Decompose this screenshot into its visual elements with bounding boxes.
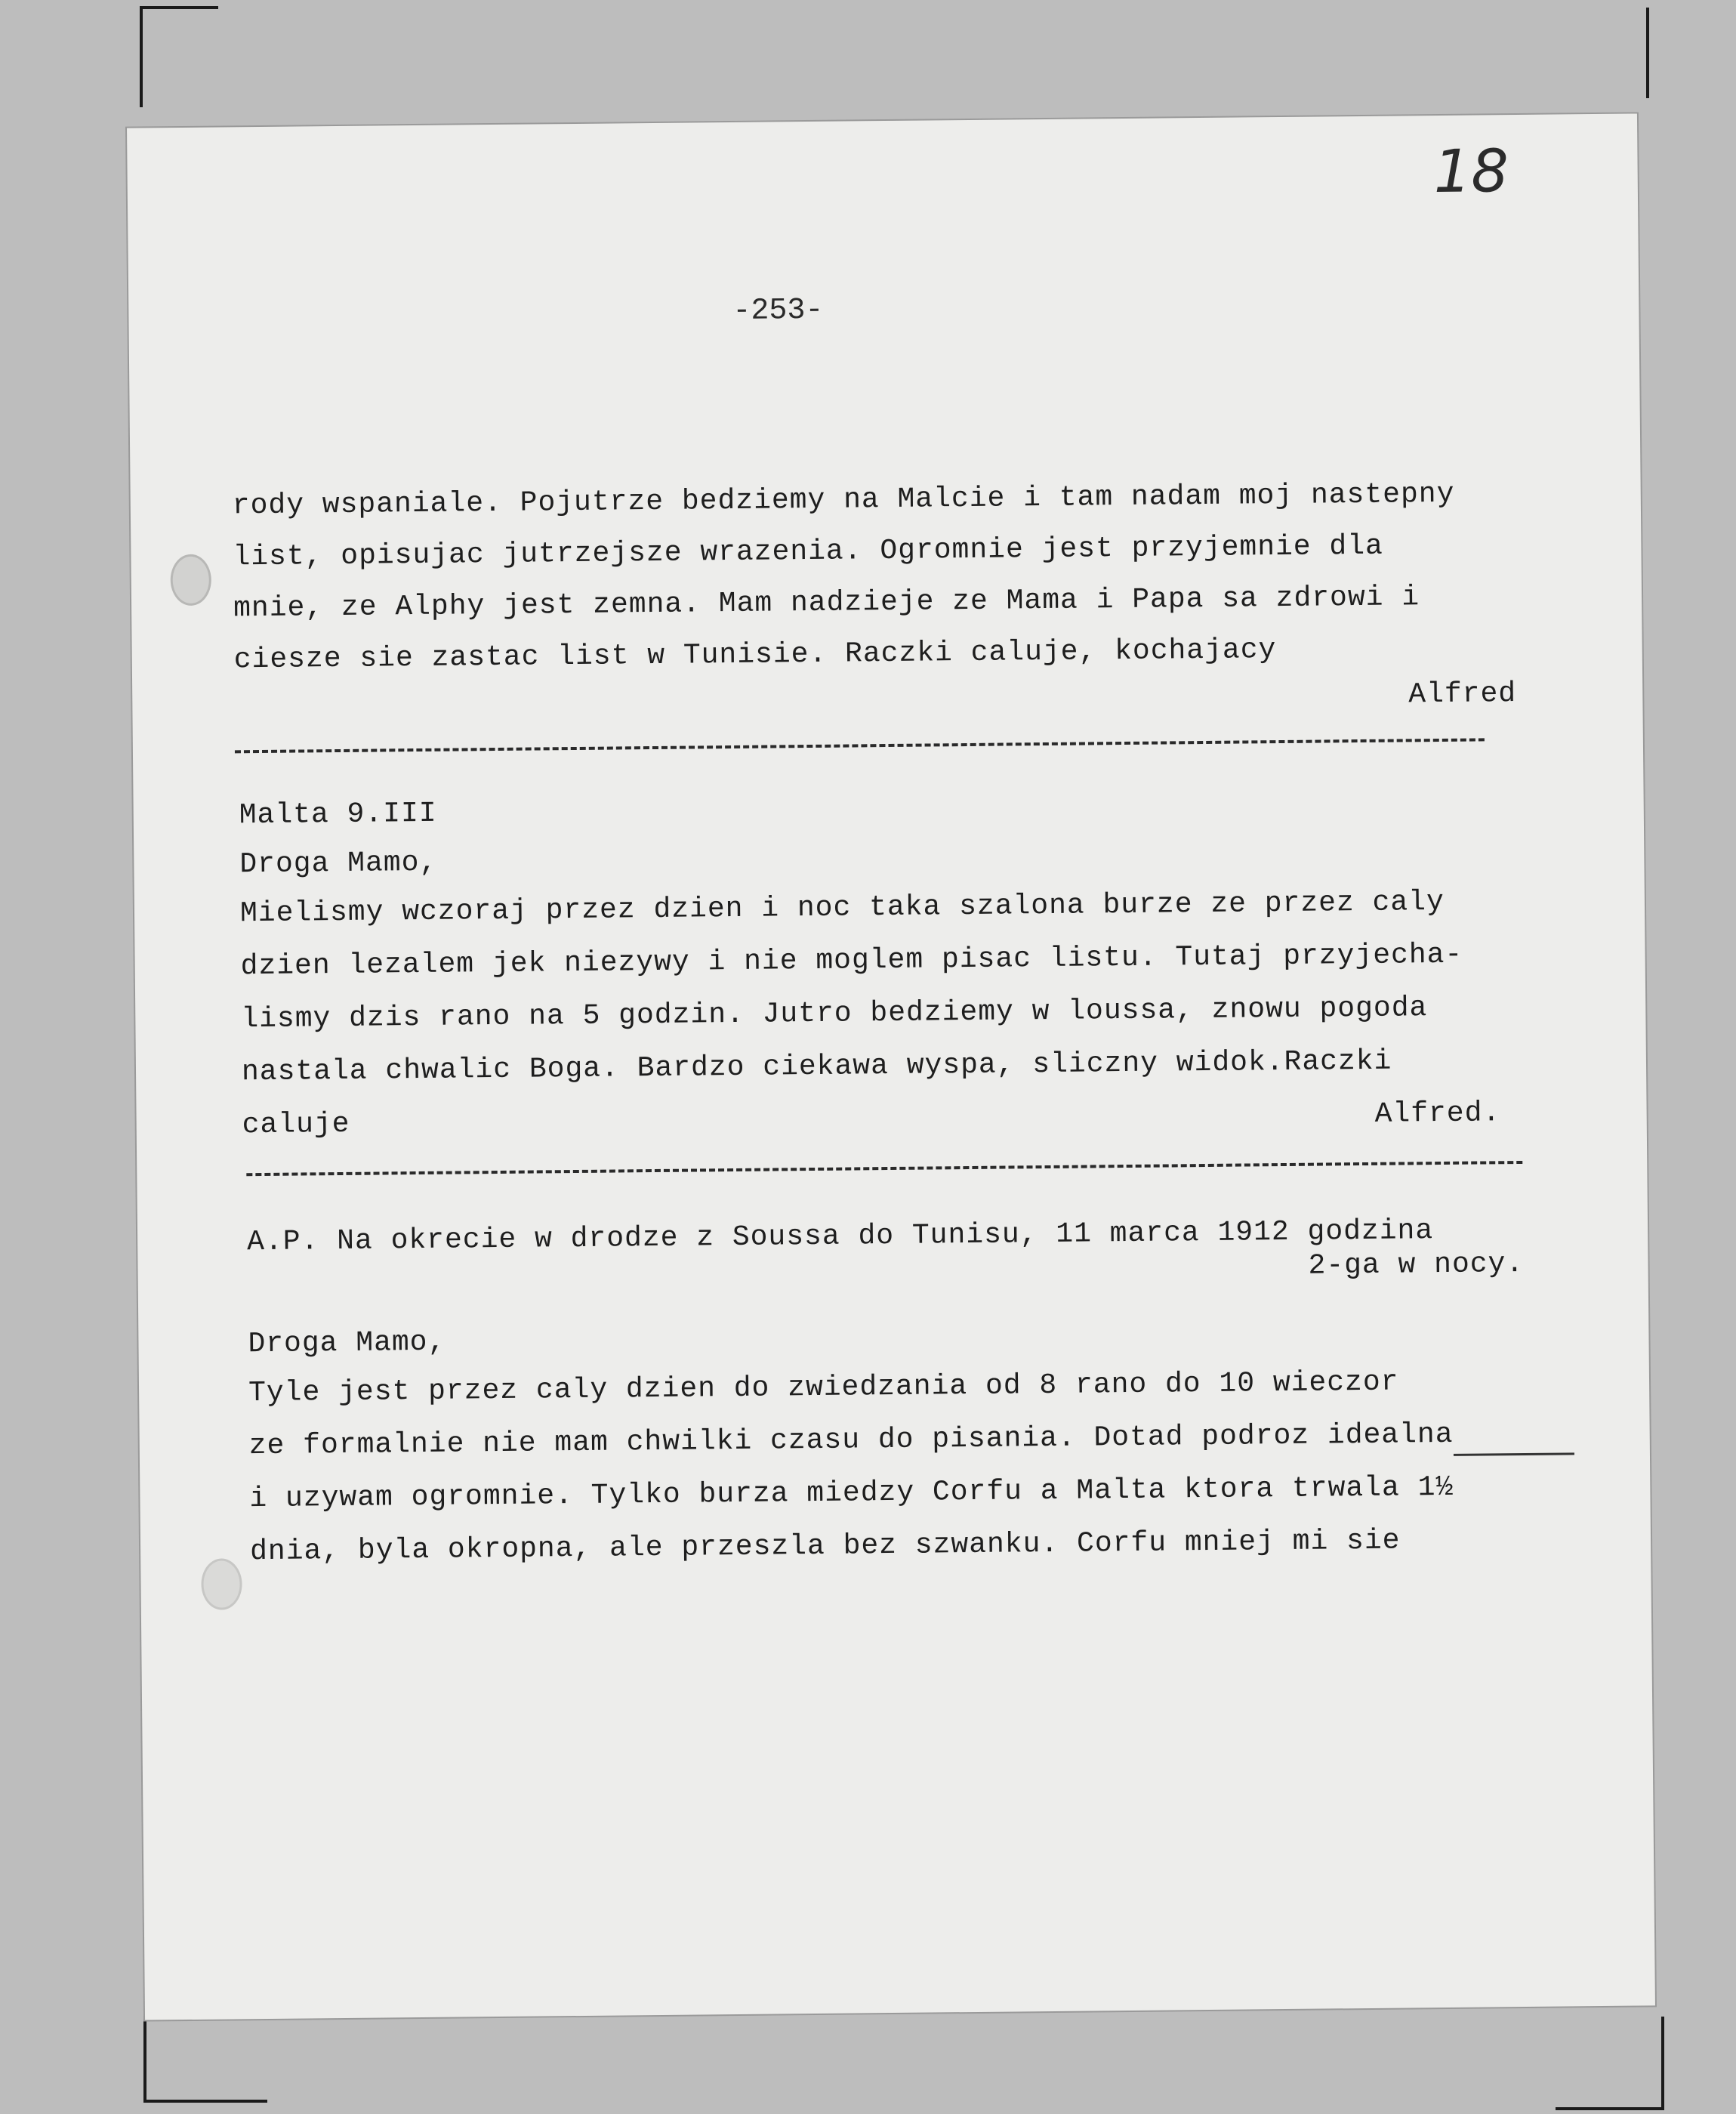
closing: caluje [242,1107,350,1142]
crop-mark-bottom-right [1556,2017,1664,2110]
body-line: ze formalnie nie mam chwilki czasu do pisania. Dotad podroz idealna [248,1418,1454,1463]
body-line: nastala chwalic Boga. Bardzo ciekawa wyspa, sliczny widok.Raczki [241,1045,1392,1089]
separator-rule [246,1161,1522,1176]
body-line: Tyle jest przez caly dzien do zwiedzania od 8 rano do 10 wieczor [248,1366,1399,1410]
place-date: Malta 9.III [239,797,437,832]
signature: Alfred [1408,677,1517,711]
body-line: list, opisujac jutrzejsze wrazenia. Ogromnie jest przyjemnie dla [233,529,1384,574]
crop-mark-top-left [140,6,218,107]
punch-hole [201,1558,242,1610]
punch-hole [170,554,211,606]
document-page [127,113,1655,2020]
salutation: Droga Mamo, [239,846,438,881]
crop-mark-bottom-left [143,2009,267,2103]
body-line: mnie, ze Alphy jest zemna. Mam nadzieje ze Mama i Papa sa zdrowi i [233,581,1420,625]
separator-rule [235,738,1485,753]
salutation: Droga Mamo, [248,1325,446,1361]
body-line: Mielismy wczoraj przez dzien i noc taka szalona burze ze przez caly [239,885,1445,930]
crop-mark-top-right [1616,8,1649,98]
body-line: rody wspaniale. Pojutrze bedziemy na Malcie i tam nadam moj nastepny [232,477,1455,523]
letter-heading: 2-ga w nocy. [1308,1247,1525,1282]
letter-heading: A.P. Na okrecie w drodze z Soussa do Tunisu, 11 marca 1912 godzina [246,1214,1434,1259]
body-line: ciesze sie zastac list w Tunisie. Raczki caluje, kochajacy [233,634,1277,677]
handwritten-folio-number: 18 [1433,137,1509,207]
signature: Alfred. [1374,1097,1501,1131]
underline-mark [1454,1452,1574,1456]
body-line: dnia, byla okropna, ale przeszla bez szwanku. Corfu mniej mi sie [249,1524,1401,1569]
body-line: i uzywam ogromnie. Tylko burza miedzy Corfu a Malta ktora trwala 1½ [249,1471,1454,1516]
body-line: dzien lezalem jek niezywy i nie moglem pisac listu. Tutaj przyjecha- [240,938,1463,983]
page-number: -253- [732,293,824,329]
body-line: lismy dzis rano na 5 godzin. Jutro bedziemy w loussa, znowu pogoda [241,992,1428,1036]
